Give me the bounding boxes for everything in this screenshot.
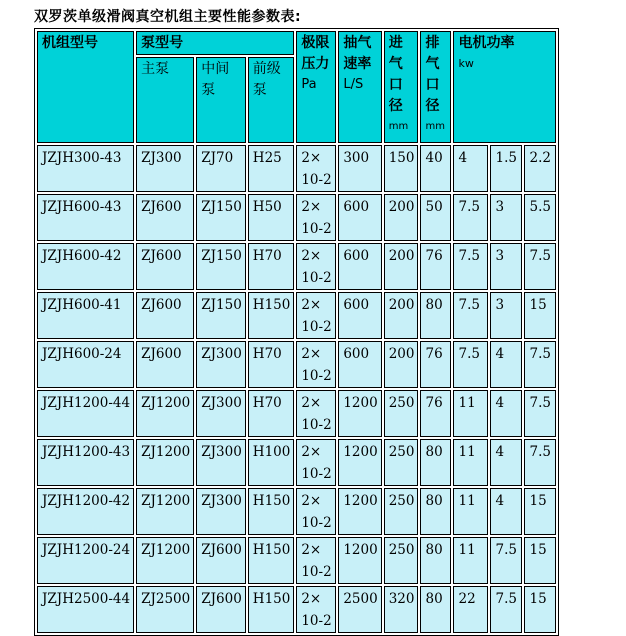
- cell-inlet-diameter: 320: [384, 586, 419, 633]
- cell-outlet-diameter: 76: [420, 341, 451, 388]
- pressure-line-1: 2×: [301, 248, 322, 264]
- cell-main-pump: ZJ2500: [136, 586, 194, 633]
- pressure-line-2: 10-2: [301, 417, 332, 433]
- header-pump-model: 泵型号: [136, 31, 294, 55]
- pressure-line-2: 10-2: [301, 466, 332, 482]
- cell-middle-pump: ZJ300: [196, 390, 246, 437]
- cell-ultimate-pressure: [296, 537, 336, 584]
- header-pumping-speed: [338, 31, 381, 143]
- cell-main-pump: ZJ600: [136, 194, 194, 241]
- cell-main-pump: ZJ1200: [136, 390, 194, 437]
- cell-pumping-speed: 1200: [338, 439, 381, 486]
- cell-motor-power-3: 15: [524, 292, 556, 339]
- cell-pumping-speed: 600: [338, 194, 381, 241]
- cell-motor-power-2: 4: [490, 488, 522, 535]
- header-inlet-char-4: 径: [388, 98, 403, 114]
- pressure-line-1: 2×: [301, 591, 322, 607]
- header-pressure-line-2: 压力: [301, 56, 330, 72]
- header-inlet-unit: mm: [388, 121, 409, 132]
- pressure-line-2: 10-2: [301, 613, 332, 629]
- cell-middle-pump: ZJ150: [196, 292, 246, 339]
- cell-outlet-diameter: 80: [420, 488, 451, 535]
- cell-middle-pump: ZJ600: [196, 586, 246, 633]
- cell-pumping-speed: 1200: [338, 390, 381, 437]
- cell-middle-pump: ZJ600: [196, 537, 246, 584]
- cell-pumping-speed: 2500: [338, 586, 381, 633]
- table-row: [37, 390, 556, 437]
- cell-fore-pump: H70: [248, 341, 295, 388]
- table-row: [37, 439, 556, 486]
- cell-motor-power-2: 7.5: [490, 537, 522, 584]
- cell-motor-power-2: 4: [490, 341, 522, 388]
- header-speed-line-2: 速率: [343, 56, 372, 72]
- header-model: 机组型号: [37, 31, 134, 143]
- header-inlet-char-1: 进: [388, 35, 403, 51]
- cell-ultimate-pressure: [296, 243, 336, 290]
- table-row: [37, 243, 556, 290]
- cell-main-pump: ZJ300: [136, 145, 194, 192]
- cell-main-pump: ZJ1200: [136, 439, 194, 486]
- cell-main-pump: ZJ600: [136, 243, 194, 290]
- cell-motor-power-3: 7.5: [524, 390, 556, 437]
- header-inlet-char-3: 口: [388, 77, 403, 93]
- cell-model: JZJH1200-43: [37, 439, 134, 486]
- header-pressure-line-1: 极限: [301, 35, 330, 51]
- cell-model: JZJH2500-44: [37, 586, 134, 633]
- cell-motor-power-3: 7.5: [524, 439, 556, 486]
- cell-ultimate-pressure: [296, 145, 336, 192]
- pressure-line-2: 10-2: [301, 319, 332, 335]
- pressure-line-1: 2×: [301, 444, 322, 460]
- cell-motor-power-1: 7.5: [453, 194, 488, 241]
- cell-motor-power-1: 11: [453, 537, 488, 584]
- header-speed-line-1: 抽气: [343, 35, 372, 51]
- header-outlet-char-4: 径: [425, 98, 440, 114]
- header-motor-label: 电机功率: [458, 35, 515, 51]
- pressure-line-1: 2×: [301, 493, 322, 509]
- cell-middle-pump: ZJ300: [196, 488, 246, 535]
- cell-motor-power-1: 7.5: [453, 292, 488, 339]
- cell-motor-power-1: 11: [453, 488, 488, 535]
- cell-main-pump: ZJ600: [136, 292, 194, 339]
- header-outlet-unit: mm: [425, 121, 445, 132]
- header-fore-line-2: 泵: [252, 82, 267, 98]
- cell-main-pump: ZJ600: [136, 341, 194, 388]
- cell-main-pump: ZJ1200: [136, 537, 194, 584]
- cell-outlet-diameter: 76: [420, 390, 451, 437]
- cell-inlet-diameter: 250: [384, 537, 419, 584]
- table-row: [37, 194, 556, 241]
- cell-fore-pump: H70: [248, 390, 295, 437]
- table-row: [37, 341, 556, 388]
- cell-motor-power-2: 3: [490, 243, 522, 290]
- cell-motor-power-2: 4: [490, 390, 522, 437]
- cell-fore-pump: H100: [248, 439, 295, 486]
- cell-fore-pump: H150: [248, 586, 295, 633]
- table-row: [37, 145, 556, 192]
- cell-middle-pump: ZJ300: [196, 439, 246, 486]
- cell-model: JZJH1200-42: [37, 488, 134, 535]
- cell-model: JZJH600-41: [37, 292, 134, 339]
- cell-motor-power-2: 3: [490, 194, 522, 241]
- cell-outlet-diameter: 80: [420, 586, 451, 633]
- cell-ultimate-pressure: [296, 586, 336, 633]
- pressure-line-1: 2×: [301, 150, 322, 166]
- cell-ultimate-pressure: [296, 439, 336, 486]
- cell-fore-pump: H70: [248, 243, 295, 290]
- cell-middle-pump: ZJ300: [196, 341, 246, 388]
- cell-pumping-speed: 1200: [338, 488, 381, 535]
- header-inlet-char-2: 气: [388, 56, 403, 72]
- cell-inlet-diameter: 150: [384, 145, 419, 192]
- cell-motor-power-2: 1.5: [490, 145, 522, 192]
- page-title: 双罗茨单级滑阀真空机组主要性能参数表:: [34, 9, 302, 25]
- cell-pumping-speed: 300: [338, 145, 381, 192]
- cell-model: JZJH1200-24: [37, 537, 134, 584]
- header-pressure-unit: Pa: [301, 77, 317, 92]
- cell-model: JZJH1200-44: [37, 390, 134, 437]
- pressure-line-2: 10-2: [301, 515, 332, 531]
- cell-model: JZJH600-43: [37, 194, 134, 241]
- header-middle-line-2: 泵: [201, 82, 216, 98]
- cell-middle-pump: ZJ70: [196, 145, 246, 192]
- cell-inlet-diameter: 200: [384, 194, 419, 241]
- pressure-line-1: 2×: [301, 542, 322, 558]
- cell-inlet-diameter: 200: [384, 341, 419, 388]
- cell-ultimate-pressure: [296, 390, 336, 437]
- header-main-pump: 主泵: [136, 57, 194, 143]
- cell-motor-power-2: 4: [490, 439, 522, 486]
- cell-motor-power-1: 11: [453, 390, 488, 437]
- pressure-line-2: 10-2: [301, 172, 332, 188]
- cell-motor-power-3: 15: [524, 537, 556, 584]
- cell-outlet-diameter: 50: [420, 194, 451, 241]
- cell-model: JZJH300-43: [37, 145, 134, 192]
- cell-ultimate-pressure: [296, 194, 336, 241]
- header-ultimate-pressure: [296, 31, 336, 143]
- pressure-line-2: 10-2: [301, 221, 332, 237]
- cell-middle-pump: ZJ150: [196, 194, 246, 241]
- header-inlet-diameter: [384, 31, 419, 143]
- cell-motor-power-1: 7.5: [453, 341, 488, 388]
- cell-motor-power-3: 2.2: [524, 145, 556, 192]
- cell-inlet-diameter: 200: [384, 243, 419, 290]
- header-outlet-char-2: 气: [425, 56, 440, 72]
- pressure-line-1: 2×: [301, 346, 322, 362]
- cell-fore-pump: H50: [248, 194, 295, 241]
- cell-inlet-diameter: 200: [384, 292, 419, 339]
- cell-motor-power-3: 15: [524, 488, 556, 535]
- header-outlet-char-3: 口: [425, 77, 440, 93]
- cell-fore-pump: H25: [248, 145, 295, 192]
- cell-model: JZJH600-24: [37, 341, 134, 388]
- header-speed-unit: L/S: [343, 77, 364, 92]
- table-row: [37, 586, 556, 633]
- pressure-line-2: 10-2: [301, 368, 332, 384]
- pressure-line-2: 10-2: [301, 564, 332, 580]
- cell-outlet-diameter: 76: [420, 243, 451, 290]
- header-fore-pump: [248, 57, 295, 143]
- cell-inlet-diameter: 250: [384, 439, 419, 486]
- cell-model: JZJH600-42: [37, 243, 134, 290]
- header-fore-line-1: 前级: [252, 61, 281, 77]
- cell-ultimate-pressure: [296, 488, 336, 535]
- cell-fore-pump: H150: [248, 292, 295, 339]
- pressure-line-1: 2×: [301, 395, 322, 411]
- cell-fore-pump: H150: [248, 537, 295, 584]
- cell-pumping-speed: 600: [338, 292, 381, 339]
- cell-motor-power-1: 22: [453, 586, 488, 633]
- table-row: [37, 488, 556, 535]
- cell-pumping-speed: 600: [338, 341, 381, 388]
- cell-motor-power-2: 7.5: [490, 586, 522, 633]
- table-row: [37, 537, 556, 584]
- cell-motor-power-3: 5.5: [524, 194, 556, 241]
- cell-outlet-diameter: 80: [420, 292, 451, 339]
- cell-motor-power-3: 15: [524, 586, 556, 633]
- cell-motor-power-1: 4: [453, 145, 488, 192]
- cell-motor-power-3: 7.5: [524, 243, 556, 290]
- cell-motor-power-1: 7.5: [453, 243, 488, 290]
- cell-middle-pump: ZJ150: [196, 243, 246, 290]
- cell-motor-power-3: 7.5: [524, 341, 556, 388]
- cell-motor-power-2: 3: [490, 292, 522, 339]
- header-middle-pump: [196, 57, 246, 143]
- table-row: [37, 292, 556, 339]
- cell-inlet-diameter: 250: [384, 488, 419, 535]
- header-middle-line-1: 中间: [201, 61, 230, 77]
- cell-motor-power-1: 11: [453, 439, 488, 486]
- performance-table: [34, 28, 559, 636]
- header-outlet-diameter: [420, 31, 451, 143]
- cell-outlet-diameter: 80: [420, 537, 451, 584]
- cell-fore-pump: H150: [248, 488, 295, 535]
- pressure-line-1: 2×: [301, 297, 322, 313]
- header-outlet-char-1: 排: [425, 35, 440, 51]
- header-motor-unit: kw: [458, 57, 474, 70]
- cell-pumping-speed: 1200: [338, 537, 381, 584]
- cell-inlet-diameter: 250: [384, 390, 419, 437]
- pressure-line-2: 10-2: [301, 270, 332, 286]
- header-motor-power: [453, 31, 556, 143]
- pressure-line-1: 2×: [301, 199, 322, 215]
- cell-ultimate-pressure: [296, 292, 336, 339]
- cell-main-pump: ZJ1200: [136, 488, 194, 535]
- cell-pumping-speed: 600: [338, 243, 381, 290]
- cell-outlet-diameter: 80: [420, 439, 451, 486]
- cell-outlet-diameter: 40: [420, 145, 451, 192]
- cell-ultimate-pressure: [296, 341, 336, 388]
